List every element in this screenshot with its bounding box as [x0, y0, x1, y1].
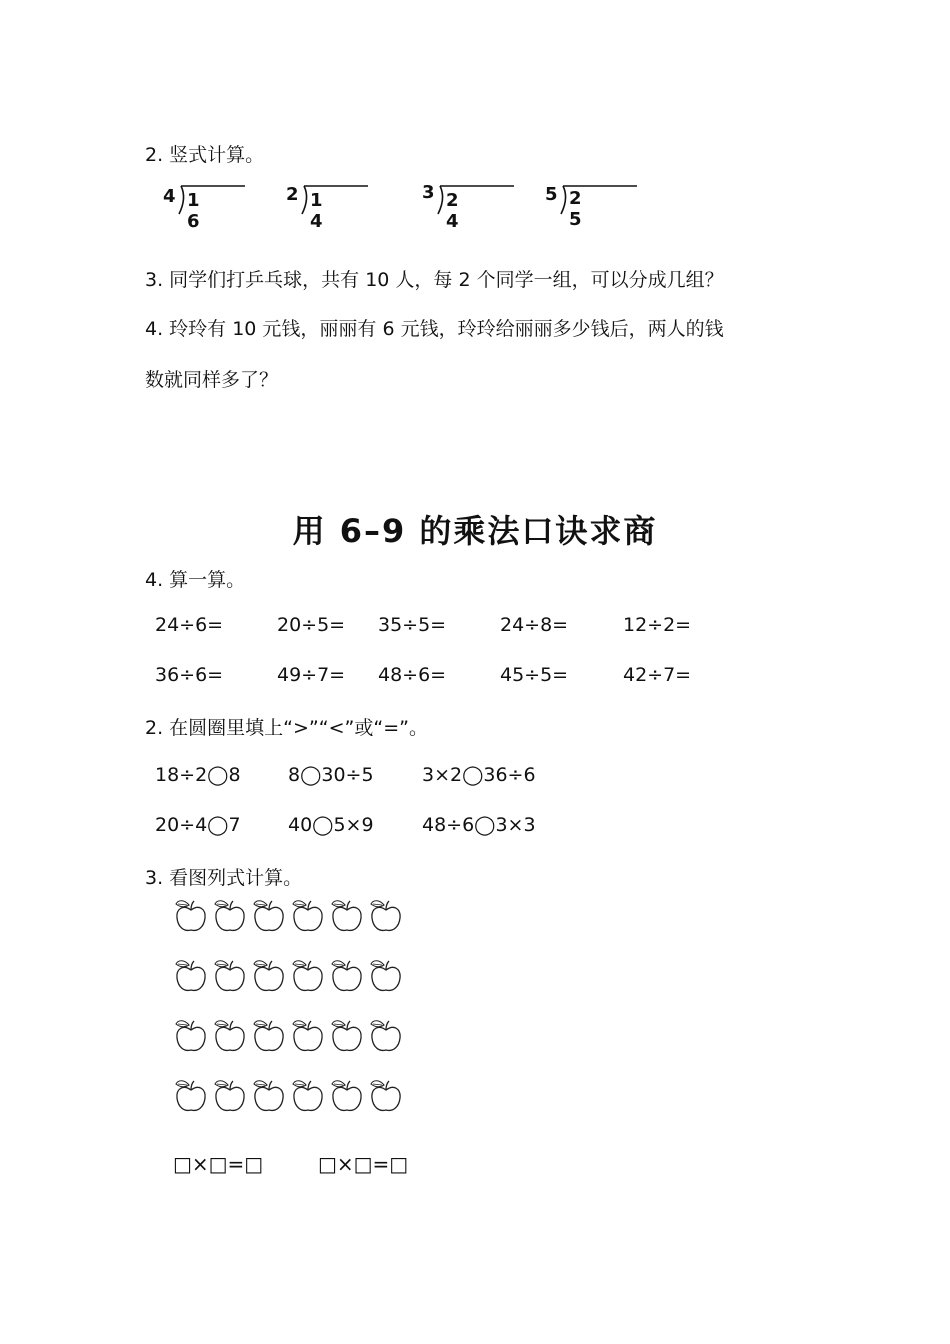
divisor: 2 [286, 184, 299, 205]
apple-icon [369, 1016, 403, 1054]
apple-icon [369, 896, 403, 934]
apple-icon [252, 1076, 286, 1114]
calc-cell: 20÷5= [277, 614, 346, 636]
apple-icon [174, 1016, 208, 1054]
compare-cell: 48÷6◯3×3 [422, 814, 536, 836]
apple-icon [213, 896, 247, 934]
apple-icon [213, 956, 247, 994]
calc-cell: 24÷8= [500, 614, 569, 636]
divisor: 5 [545, 184, 558, 205]
apple-icon [213, 1016, 247, 1054]
answer-template: □×□=□ [173, 1152, 264, 1176]
calc-cell: 49÷7= [277, 664, 346, 686]
dividend: 1 4 [310, 190, 329, 232]
apple-icon [174, 1076, 208, 1114]
apple-icon [252, 956, 286, 994]
divisor: 4 [163, 186, 176, 207]
compare-cell: 18÷2◯8 [155, 764, 241, 786]
calc-cell: 36÷6= [155, 664, 224, 686]
divisor: 3 [422, 182, 435, 203]
question-4-text-line2: 数就同样多了？ [145, 369, 279, 391]
apple-icon [213, 1076, 247, 1114]
apple-icon [330, 1076, 364, 1114]
calc-cell: 48÷6= [378, 664, 447, 686]
apple-icon [252, 1016, 286, 1054]
dividend: 1 6 [187, 190, 206, 232]
question-2-title: 2. 竖式计算。 [145, 144, 265, 166]
picture-calc-title: 3. 看图列式计算。 [145, 867, 303, 889]
calc-cell: 45÷5= [500, 664, 569, 686]
compare-cell: 8◯30÷5 [288, 764, 374, 786]
question-4-text-line1: 4. 玲玲有 10 元钱，丽丽有 6 元钱，玲玲给丽丽多少钱后，两人的钱 [145, 318, 724, 340]
calc-cell: 35÷5= [378, 614, 447, 636]
apple-icon [330, 896, 364, 934]
answer-template: □×□=□ [318, 1152, 409, 1176]
apple-icon [291, 1076, 325, 1114]
compare-cell: 40◯5×9 [288, 814, 374, 836]
apple-icon [291, 956, 325, 994]
division-bracket [298, 184, 368, 218]
apple-icon [291, 1016, 325, 1054]
dividend: 2 5 [569, 188, 588, 230]
compare-cell: 3×2◯36÷6 [422, 764, 536, 786]
calc-cell: 42÷7= [623, 664, 692, 686]
apple-icon [330, 956, 364, 994]
calc-cell: 12÷2= [623, 614, 692, 636]
division-bracket [175, 184, 245, 218]
apple-icon [291, 896, 325, 934]
calc-cell: 24÷6= [155, 614, 224, 636]
section-title: 用 6–9 的乘法口诀求商 [292, 512, 658, 550]
question-3-text: 3. 同学们打乒乓球，共有 10 人，每 2 个同学一组，可以分成几组？ [145, 269, 724, 291]
dividend: 2 4 [446, 190, 465, 232]
apple-icon [369, 956, 403, 994]
compare-title: 2. 在圆圈里填上“>”“<”或“=”。 [145, 717, 428, 739]
apple-icon [369, 1076, 403, 1114]
apple-icon [174, 896, 208, 934]
apple-icon [174, 956, 208, 994]
apple-icon [252, 896, 286, 934]
calc-title: 4. 算一算。 [145, 569, 246, 591]
apple-icon [330, 1016, 364, 1054]
compare-cell: 20÷4◯7 [155, 814, 241, 836]
